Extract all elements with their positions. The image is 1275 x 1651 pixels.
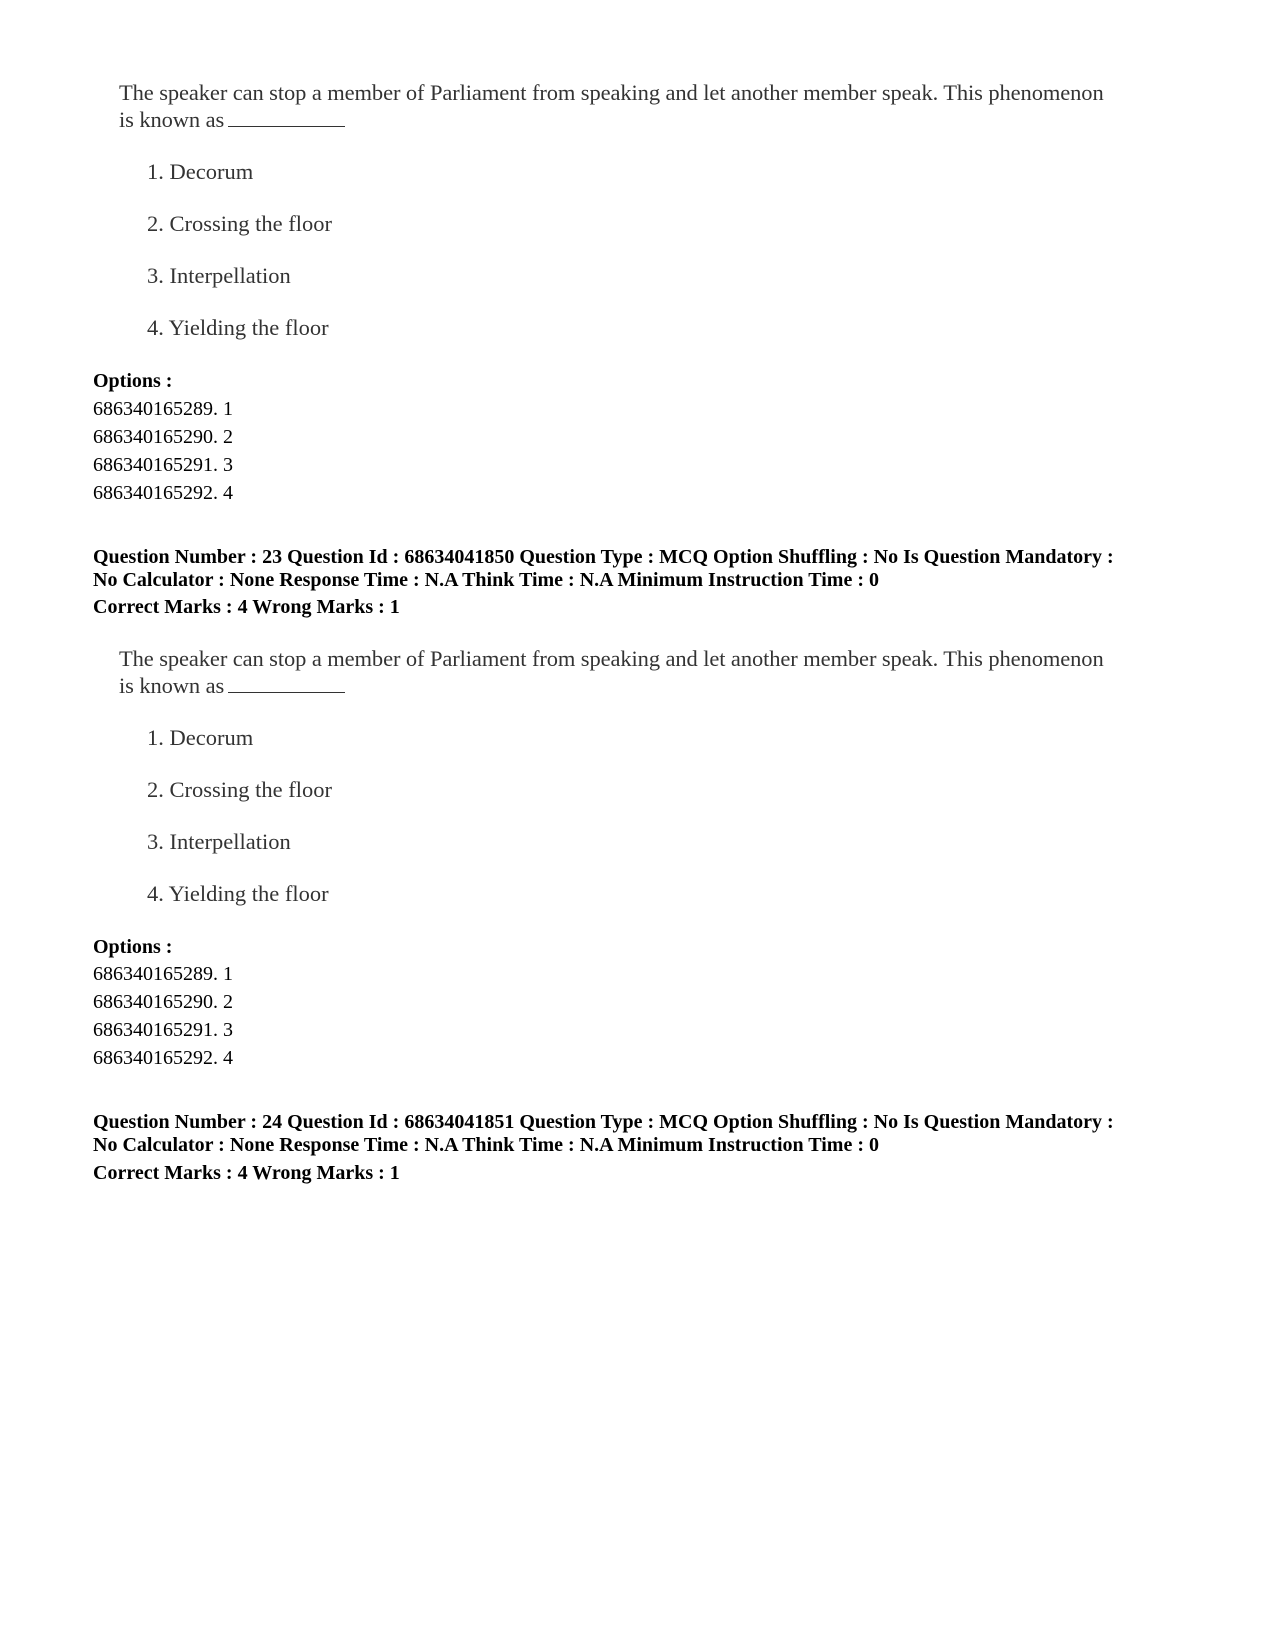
option-id-row: 686340165290. 2	[93, 991, 233, 1013]
choice-item: 2. Crossing the floor	[147, 211, 332, 236]
choice-item: 3. Interpellation	[147, 829, 291, 854]
choice-item: 2. Crossing the floor	[147, 777, 332, 802]
options-label: Options :	[93, 370, 173, 392]
marks-line: Correct Marks : 4 Wrong Marks : 1	[93, 596, 400, 618]
choice-item: 1. Decorum	[147, 159, 254, 184]
question-text-tail: is known as	[119, 673, 225, 698]
question-header-line: No Calculator : None Response Time : N.A Think Time : N.A Minimum Instruction Time : 0	[93, 569, 879, 591]
option-id-row: 686340165290. 2	[93, 426, 233, 448]
option-id-row: 686340165292. 4	[93, 482, 233, 504]
choice-item: 4. Yielding the floor	[147, 881, 329, 906]
option-id-row: 686340165292. 4	[93, 1047, 233, 1069]
marks-line: Correct Marks : 4 Wrong Marks : 1	[93, 1162, 400, 1184]
question-header-line: No Calculator : None Response Time : N.A Think Time : N.A Minimum Instruction Time : 0	[93, 1134, 879, 1156]
option-id-row: 686340165289. 1	[93, 963, 233, 985]
question-text-line	[119, 107, 345, 133]
option-id-row: 686340165289. 1	[93, 398, 233, 420]
answer-blank	[228, 125, 345, 127]
option-id-row: 686340165291. 3	[93, 454, 233, 476]
question-text-line	[119, 673, 345, 699]
question-text-tail: is known as	[119, 107, 225, 132]
choice-item: 1. Decorum	[147, 725, 254, 750]
answer-blank	[228, 691, 345, 693]
question-header-line: Question Number : 23 Question Id : 68634041850 Question Type : MCQ Option Shuffling : No Is Question Mandatory :	[93, 546, 1114, 568]
choice-item: 3. Interpellation	[147, 263, 291, 288]
question-text-line: The speaker can stop a member of Parliament from speaking and let another member speak. This phenomenon	[119, 646, 1104, 671]
question-text-line: The speaker can stop a member of Parliament from speaking and let another member speak. This phenomenon	[119, 80, 1104, 105]
choice-item: 4. Yielding the floor	[147, 315, 329, 340]
question-header-line: Question Number : 24 Question Id : 68634041851 Question Type : MCQ Option Shuffling : No Is Question Mandatory :	[93, 1111, 1114, 1133]
options-label: Options :	[93, 936, 173, 958]
option-id-row: 686340165291. 3	[93, 1019, 233, 1041]
